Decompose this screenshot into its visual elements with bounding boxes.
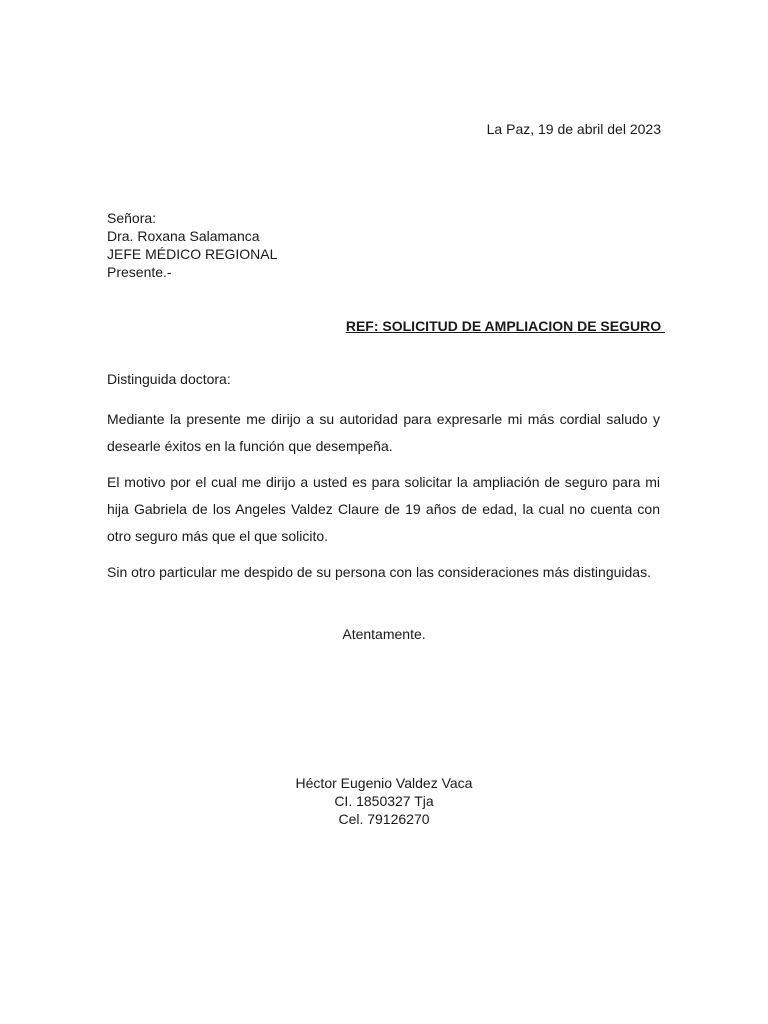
paragraph-3: Sin otro particular me despido de su persona con las consideraciones más distinguidas. [107,564,651,580]
recipient-name: Dra. Roxana Salamanca [107,228,260,244]
recipient-block [107,209,277,281]
signature-ci: CI. 1850327 Tja [334,793,434,809]
signature-phone: Cel. 79126270 [338,811,430,827]
paragraph-1: Mediante la presente me dirijo a su autoridad para expresarle mi más cordial saludo y desearle éxitos en la función que desempeña. [107,411,660,454]
date-line: La Paz, 19 de abril del 2023 [486,121,661,137]
paragraph-2: El motivo por el cual me dirijo a usted es para solicitar la ampliación de seguro para mi hija Gabriela de los Angeles Valdez Claure de 19 años de edad, la cual no cuenta con otro seguro más que el que solicito. [107,474,660,544]
recipient-presente: Presente.- [107,264,172,280]
recipient-salutation: Señora: [107,210,157,226]
reference-line: REF: SOLICITUD DE AMPLIACION DE SEGURO [345,318,665,334]
signature-block [0,774,768,828]
greeting: Distinguida doctora: [107,371,231,387]
letter-body [107,370,660,595]
closing-line: Atentamente. [342,626,426,642]
signature-name: Héctor Eugenio Valdez Vaca [295,775,473,791]
recipient-position: JEFE MÉDICO REGIONAL [107,246,278,262]
